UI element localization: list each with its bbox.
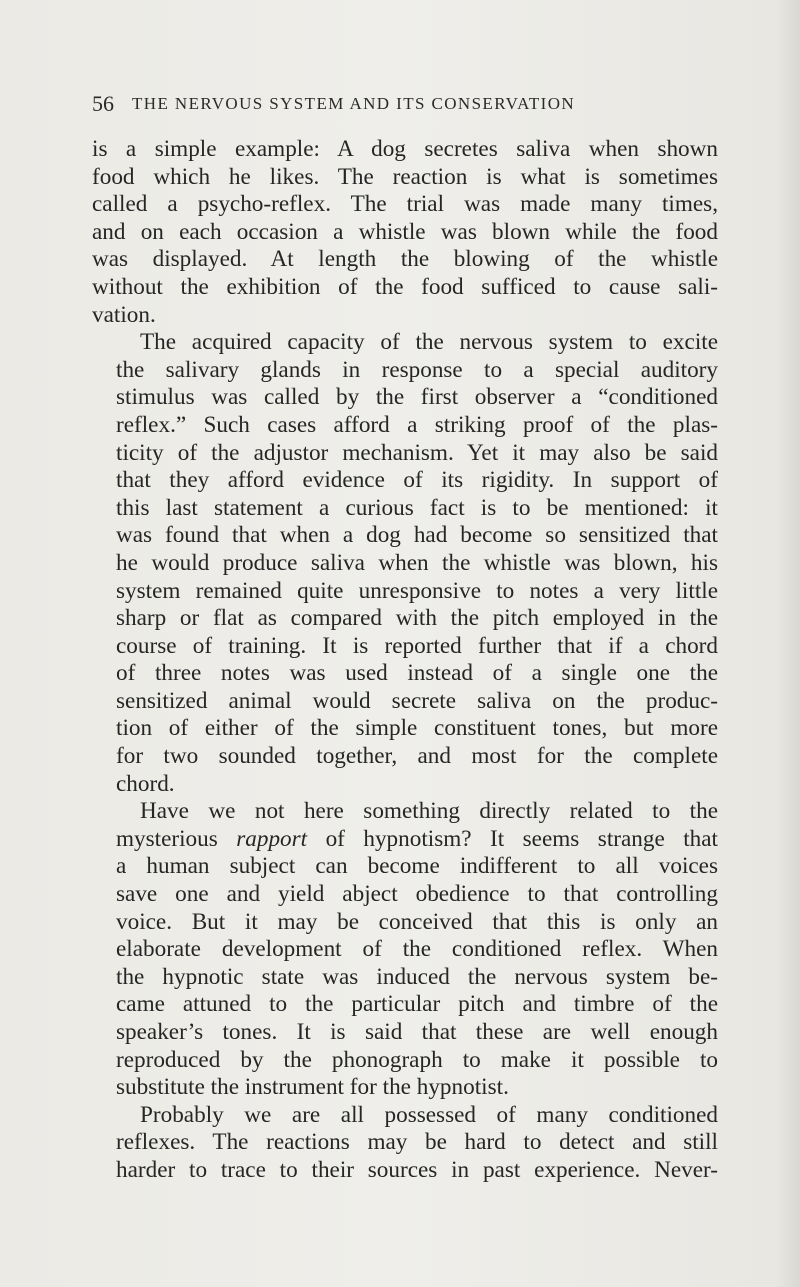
text-line: sensitized animal would secrete saliva on the produc-	[116, 687, 718, 714]
text-line: ticity of the adjustor mechanism. Yet it may also be said	[116, 439, 718, 466]
text-run: of hypnotism? It seems strange that	[307, 825, 718, 852]
text-line: without the exhibition of the food sufficed to cause sali-	[92, 273, 718, 300]
running-head: THE NERVOUS SYSTEM AND ITS CONSERVATION	[132, 94, 576, 113]
body-text	[92, 136, 718, 1185]
text-line: called a psycho-reflex. The trial was made many times,	[92, 191, 718, 218]
text-line: elaborate development of the conditioned reflex. When	[116, 936, 718, 963]
text-line: chord.	[116, 770, 175, 797]
text-line: sharp or flat as compared with the pitch employed in the	[116, 605, 718, 632]
text-line: system remained quite unresponsive to notes a very little	[116, 577, 718, 604]
text-line: vation.	[92, 301, 156, 328]
text-line: a human subject can become indifferent to all voices	[116, 853, 718, 880]
text-line: save one and yield abject obedience to that controlling	[116, 881, 718, 908]
text-line: voice. But it may be conceived that this is only an	[116, 908, 718, 935]
text-line: this last statement a curious fact is to be mentioned: it	[116, 494, 718, 521]
text-line: the salivary glands in response to a special auditory	[116, 356, 718, 383]
text-line: reflex.” Such cases afford a striking proof of the plas-	[116, 411, 718, 438]
text-line: came attuned to the particular pitch and timbre of the	[116, 991, 718, 1018]
text-line: stimulus was called by the first observer a “conditioned	[116, 384, 718, 411]
text-line: reproduced by the phonograph to make it possible to	[116, 1046, 718, 1073]
page-header	[92, 90, 722, 118]
text-line: Have we not here something directly related to the	[140, 798, 718, 825]
page-number: 56	[92, 91, 114, 116]
text-line: speaker’s tones. It is said that these are well enough	[116, 1019, 718, 1045]
paragraph-3	[92, 798, 718, 1102]
text-line: substitute the instrument for the hypnotist.	[116, 1074, 509, 1101]
text-line: tion of either of the simple constituent tones, but more	[116, 715, 718, 742]
text-line: Probably we are all possessed of many conditioned	[140, 1101, 718, 1128]
text-line	[92, 826, 718, 854]
text-line: was found that when a dog had become so sensitized that	[116, 522, 718, 549]
text-line: course of training. It is reported further that if a chord	[116, 632, 718, 659]
italic-term: rapport	[236, 825, 308, 852]
text-line: was displayed. At length the blowing of the whistle	[92, 246, 718, 273]
paragraph-4	[92, 1102, 718, 1185]
text-line: is a simple example: A dog secretes saliva when shown	[92, 136, 718, 162]
text-line: for two sounded together, and most for the complete	[116, 743, 718, 770]
text-line: food which he likes. The reaction is what is sometimes	[92, 163, 718, 190]
text-line: and on each occasion a whistle was blown while the food	[92, 218, 718, 245]
text-line: reflexes. The reactions may be hard to detect and still	[116, 1129, 718, 1156]
text-line: that they afford evidence of its rigidity. In support of	[116, 467, 718, 494]
text-run: mysterious	[116, 825, 237, 852]
text-line: harder to trace to their sources in past experience. Never-	[116, 1156, 718, 1183]
text-line: he would produce saliva when the whistle was blown, his	[116, 549, 718, 576]
paragraph-2	[92, 329, 718, 798]
text-line: the hypnotic state was induced the nervous system be-	[116, 963, 718, 990]
paragraph-1	[92, 136, 718, 329]
text-line: The acquired capacity of the nervous system to excite	[140, 329, 718, 356]
text-line: of three notes was used instead of a single one the	[116, 660, 718, 687]
